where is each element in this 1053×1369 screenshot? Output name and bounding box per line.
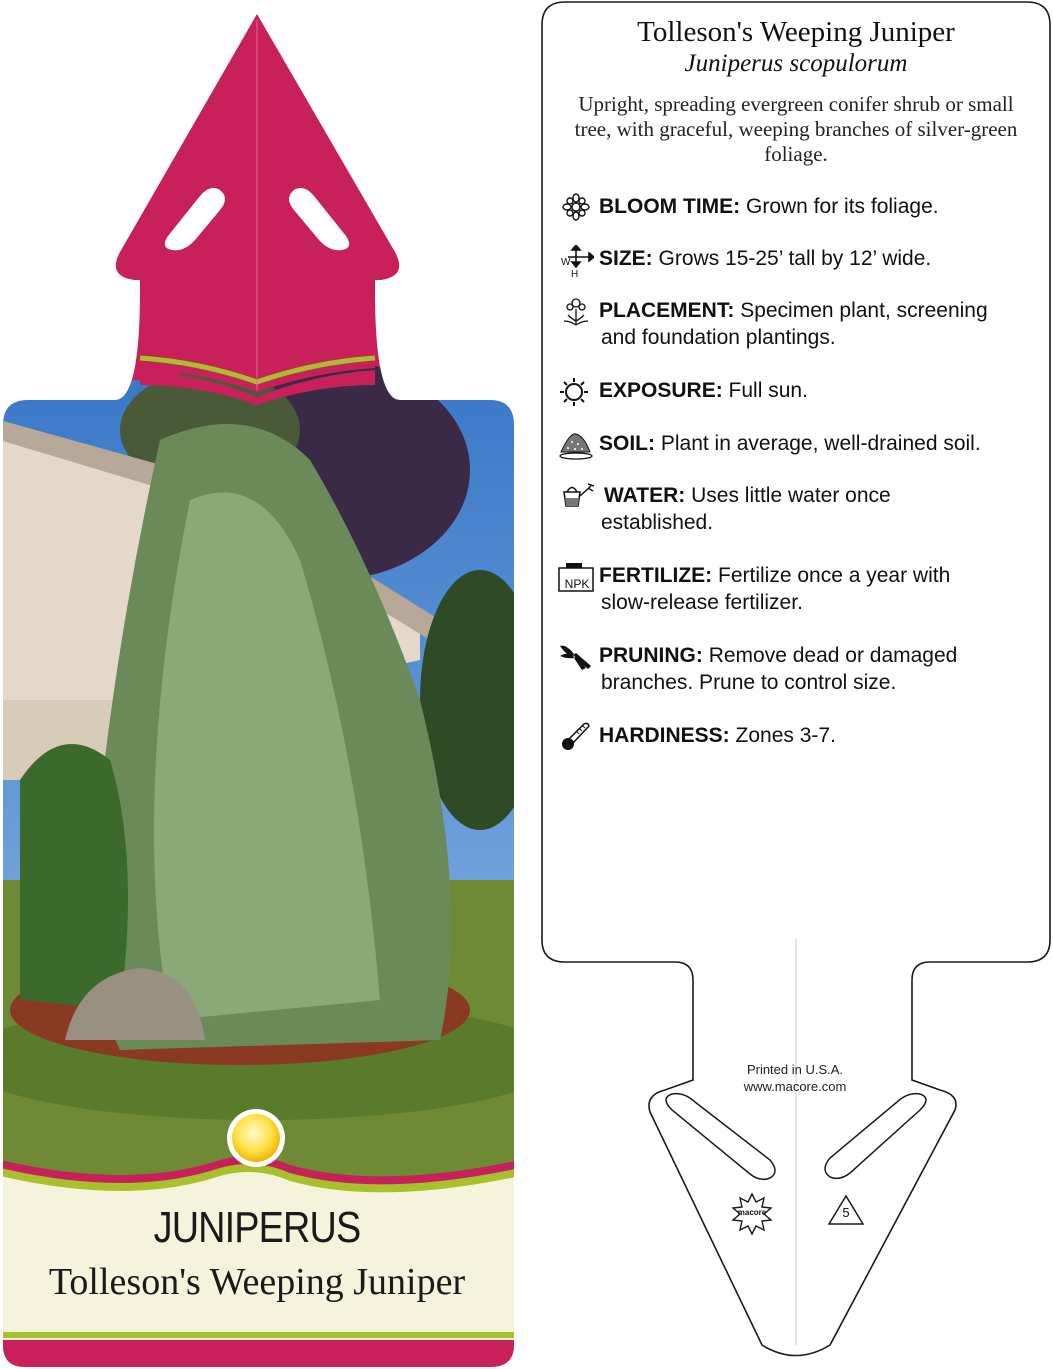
soil-icon bbox=[558, 430, 594, 460]
care-text: Remove dead or damaged bbox=[708, 644, 958, 667]
placement-plant-icon bbox=[558, 297, 594, 327]
care-label: EXPOSURE: bbox=[599, 379, 723, 402]
care-text-line2: branches. Prune to control size. bbox=[601, 671, 897, 694]
pruners-icon bbox=[558, 642, 594, 672]
care-text: Full sun. bbox=[728, 379, 808, 402]
care-label: PRUNING: bbox=[599, 644, 703, 667]
care-text-line2: established. bbox=[601, 511, 714, 534]
sun-icon bbox=[558, 377, 594, 407]
flower-icon bbox=[558, 193, 594, 223]
care-label: PLACEMENT: bbox=[599, 299, 735, 322]
website-text: www.macore.com bbox=[743, 1079, 847, 1094]
printed-in-usa bbox=[690, 1061, 900, 1095]
care-label: SOIL: bbox=[599, 432, 655, 455]
care-text: Fertilize once a year with bbox=[718, 564, 951, 587]
printed-text: Printed in U.S.A. bbox=[746, 1062, 844, 1077]
npk-label: NPK bbox=[564, 577, 590, 591]
latin-name: Juniperus scopulorum bbox=[684, 50, 908, 77]
care-text: Specimen plant, screening bbox=[740, 299, 988, 322]
care-text-line2: slow-release fertilizer. bbox=[601, 591, 803, 614]
thermometer-icon bbox=[558, 722, 594, 752]
care-text: Zones 3-7. bbox=[735, 724, 836, 747]
care-label: SIZE: bbox=[599, 247, 653, 270]
care-text: Grown for its foliage. bbox=[746, 195, 939, 218]
size-icon-w: W bbox=[561, 257, 571, 268]
plant-genus: JUNIPERUS bbox=[153, 1203, 361, 1252]
care-text-line2: and foundation plantings. bbox=[601, 326, 836, 349]
plant-common-name: Tolleson's Weeping Juniper bbox=[48, 1261, 466, 1303]
care-label: WATER: bbox=[604, 484, 686, 507]
care-label: HARDINESS: bbox=[599, 724, 730, 747]
care-label: BLOOM TIME: bbox=[599, 195, 741, 218]
recycle-number: 5 bbox=[842, 1205, 850, 1220]
back-title: Tolleson's Weeping Juniper bbox=[637, 16, 955, 48]
care-label: FERTILIZE: bbox=[599, 564, 713, 587]
care-text: Grows 15-25’ tall by 12’ wide. bbox=[658, 247, 932, 270]
brand-logo-text: macore bbox=[737, 1208, 767, 1217]
watering-can-icon bbox=[558, 482, 594, 512]
plant-description: Upright, spreading evergreen conifer shrub or small tree, with graceful, weeping branches of silver-green foliage. bbox=[574, 92, 1018, 166]
care-text: Plant in average, well-drained soil. bbox=[660, 432, 981, 455]
care-text: Uses little water once bbox=[691, 484, 891, 507]
size-icon-h: H bbox=[571, 269, 579, 280]
